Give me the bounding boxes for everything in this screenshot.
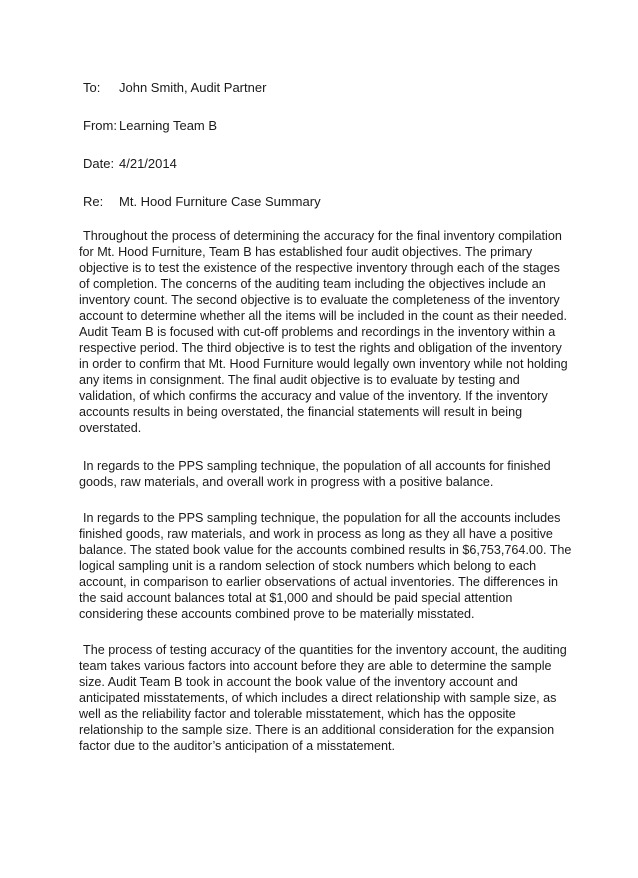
- memo-from-value: Learning Team B: [119, 118, 218, 133]
- memo-from-row: [83, 118, 563, 134]
- memo-re-row: [83, 194, 563, 210]
- memo-to-value: John Smith, Audit Partner: [119, 80, 267, 95]
- memo-date-label: Date:: [83, 156, 115, 171]
- paragraph-sample-size: The process of testing accuracy of the quantities for the inventory account, the auditing team takes various factors into account before they are able to determine the sample size. Audit Team B took in account the book value of the inventory account and anticipated misstatements, of which includes a direct relationship with sample size, as well as the reliability factor and tolerable misstatement, which has the opposite relationship to the sample size. There is an additional consideration for the expansion factor due to the auditor’s anticipation of a misstatement.: [79, 643, 567, 753]
- memo-body: [79, 228, 573, 774]
- memo-from-label: From:: [83, 118, 117, 133]
- paragraph-audit-objectives: Throughout the process of determining the accuracy for the final inventory compilation for Mt. Hood Furniture, Team B has established four audit objectives. The primary objective is to test the existence of the respective inventory through each of the stages of completion. The concerns of the auditing team including the objectives include an inventory count. The second objective is to evaluate the completeness of the inventory account to determine whether all the items will be included in the count as their needed. Audit Team B is focused with cut-off problems and recordings in the inventory within a respective period. The third objective is to test the rights and obligation of the inventory in order to confirm that Mt. Hood Furniture would legally own inventory while not holding any items in consignment. The final audit objective is to evaluate by testing and validation, of which confirms the accuracy and value of the inventory. If the inventory accounts results in being overstated, the financial statements will result in being overstated.: [79, 229, 568, 435]
- memo-re-label: Re:: [83, 194, 104, 209]
- memo-date-row: [83, 156, 563, 172]
- paragraph-pps-population: In regards to the PPS sampling technique, the population of all accounts for finished goods, raw materials, and overall work in progress with a positive balance.: [79, 459, 551, 489]
- memo-header: [83, 80, 563, 232]
- memo-date-value: 4/21/2014: [119, 156, 177, 171]
- paragraph-pps-book-value: In regards to the PPS sampling technique, the population for all the accounts includes finished goods, raw materials, and work in process as long as they all have a positive balance. The stated book value for the accounts combined results in $6,753,764.00. The logical sampling unit is a random selection of stock numbers which belong to each account, in comparison to earlier observations of actual inventories. The differences in the said account balances total at $1,000 and should be paid special attention considering these accounts combined prove to be materially misstated.: [79, 511, 572, 621]
- memo-to-row: [83, 80, 563, 96]
- memo-to-label: To:: [83, 80, 101, 95]
- memo-re-value: Mt. Hood Furniture Case Summary: [119, 194, 321, 209]
